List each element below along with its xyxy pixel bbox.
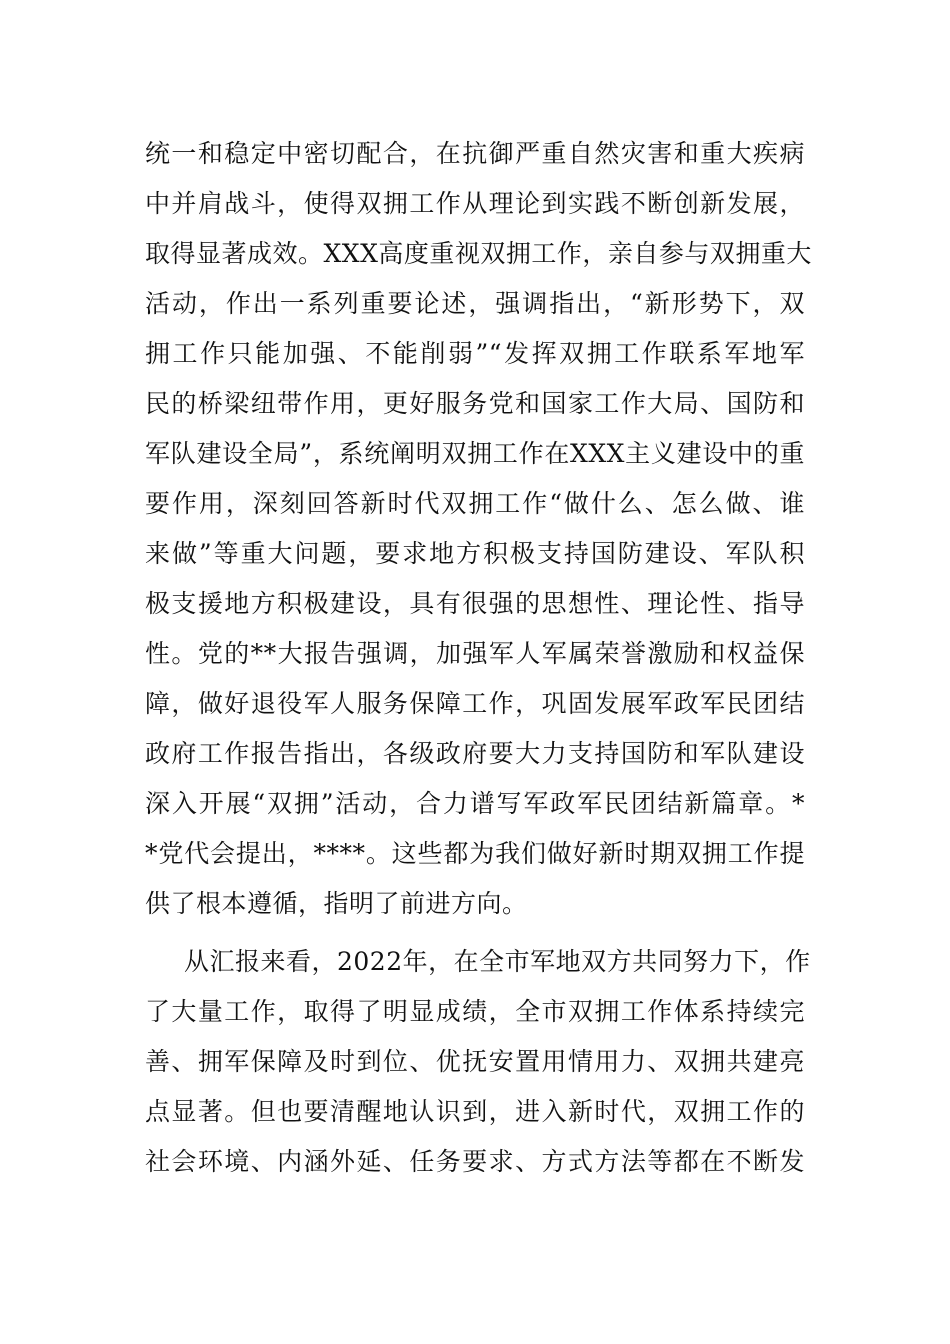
text-line: 拥工作只能加强、不能削弱”“发挥双拥工作联系军地军: [145, 339, 805, 368]
text-line: 障，做好退役军人服务保障工作，巩固发展军政军民团结: [145, 689, 805, 718]
text-line: 政府工作报告指出，各级政府要大力支持国防和军队建设: [145, 739, 805, 768]
text-line: 深入开展“双拥”活动，合力谱写军政军民团结新篇章。*: [145, 789, 805, 818]
text-line: 要作用，深刻回答新时代双拥工作“做什么、怎么做、谁: [145, 489, 805, 518]
text-line: 性。党的**大报告强调，加强军人军属荣誉激励和权益保: [145, 639, 805, 668]
text-line: 民的桥梁纽带作用，更好服务党和国家工作大局、国防和: [145, 389, 805, 418]
text-line: 供了根本遵循，指明了前进方向。: [145, 889, 528, 918]
text-line: 善、拥军保障及时到位、优抚安置用情用力、双拥共建亮: [145, 1047, 805, 1076]
text-line: 中并肩战斗，使得双拥工作从理论到实践不断创新发展，: [145, 189, 805, 218]
text-line: 来做”等重大问题，要求地方积极支持国防建设、军队积: [145, 539, 805, 568]
text-line: 了大量工作，取得了明显成绩，全市双拥工作体系持续完: [145, 997, 805, 1026]
text-line: *党代会提出，****。这些都为我们做好新时期双拥工作提: [145, 839, 805, 868]
text-line: 点显著。但也要清醒地认识到，进入新时代，双拥工作的: [145, 1097, 805, 1126]
text-line: 军队建设全局”，系统阐明双拥工作在XXX主义建设中的重: [145, 439, 805, 468]
text-line: 活动，作出一系列重要论述，强调指出，“新形势下，双: [145, 289, 805, 318]
text-line: 社会环境、内涵外延、任务要求、方式方法等都在不断发: [145, 1147, 805, 1176]
text-line: 取得显著成效。XXX高度重视双拥工作，亲自参与双拥重大: [145, 239, 812, 268]
text-line: 从汇报来看，2022年，在全市军地双方共同努力下，作: [184, 947, 811, 976]
text-line: 统一和稳定中密切配合，在抗御严重自然灾害和重大疾病: [145, 139, 805, 168]
text-line: 极支援地方积极建设，具有很强的思想性、理论性、指导: [145, 589, 805, 618]
